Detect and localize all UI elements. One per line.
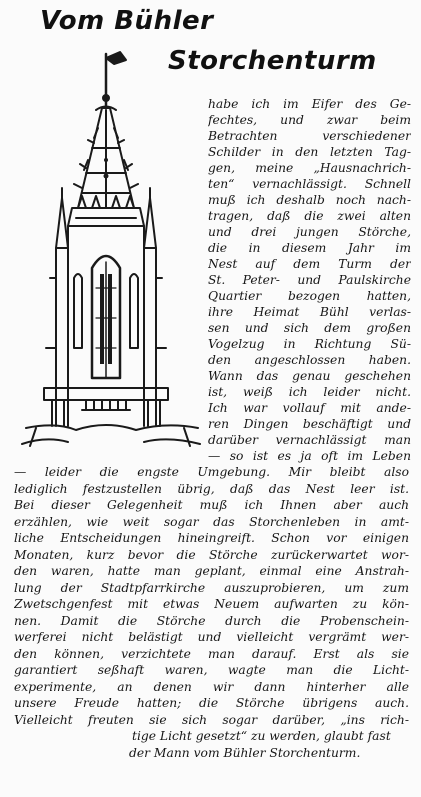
text-line: ist, weiß ich leider nicht. — [208, 385, 411, 399]
text-line: Monaten, kurz bevor die Störche zurückerwartet wor- — [14, 547, 409, 562]
church-tower-illustration — [16, 48, 206, 468]
text-line: Vielleicht freuten sie sich sogar darüber, „ins rich- — [14, 712, 409, 727]
text-line: — so ist es ja oft im Leben — [208, 449, 411, 463]
text-line: den können, verzichtete man darauf. Erst als sie — [14, 646, 409, 661]
text-line: Vogelzug in Richtung Sü- — [208, 337, 411, 351]
text-line: Quartier bezogen hatten, — [208, 289, 411, 303]
text-line: tige Licht gesetzt“ zu werden, glaubt fast — [132, 729, 391, 743]
text-line: Wann das genau geschehen — [208, 369, 411, 383]
text-line: Bei dieser Gelegenheit muß ich Ihnen aber auch — [14, 498, 409, 512]
text-line: ten“ vernachlässigt. Schnell — [208, 177, 411, 191]
text-line: liche Entscheidungen hineingreift. Schon vor einigen — [14, 531, 409, 545]
text-line: lung der Stadtpfarrkirche auszuprobieren, um zum — [14, 580, 409, 595]
text-line: experimente, an denen wir dann hinterher alle — [14, 679, 409, 694]
text-line: St. Peter- und Paulskirche — [208, 273, 411, 287]
text-line: ren Dingen beschäftigt und — [208, 417, 411, 431]
text-line: fechtes, und zwar beim — [208, 113, 411, 127]
text-line: gen, meine „Hausnachrich- — [208, 161, 411, 175]
text-line: tragen, daß die zwei alten — [208, 209, 411, 223]
text-line: Betrachten verschiedener — [208, 129, 411, 143]
text-line: den angeschlossen haben. — [208, 353, 411, 367]
text-line: sen und sich dem großen — [208, 321, 411, 335]
text-line: Zwetschgenfest mit etwas Neuem aufwarten zu kön- — [14, 597, 409, 611]
article-body-text — [14, 464, 409, 761]
text-line: nen. Damit die Störche durch die Probenschein- — [14, 613, 409, 628]
text-line: ihre Heimat Bühl verlas- — [208, 305, 411, 319]
text-line: und drei jungen Störche, — [208, 225, 411, 239]
signature-line: der Mann vom Bühler Storchenturm. — [129, 745, 361, 760]
text-line: den waren, hatte man geplant, einmal eine Anstrah- — [14, 564, 409, 578]
text-line: die in diesem Jahr im — [208, 241, 411, 255]
text-line: Schilder in den letzten Tag- — [208, 145, 411, 159]
headline-line-1: Vom Bühler — [40, 6, 214, 36]
text-line: darüber vernachlässigt man — [208, 433, 411, 447]
text-line: werferei nicht belästigt und vielleicht vergrämt wer- — [14, 630, 409, 644]
text-line: muß ich deshalb noch nach- — [208, 193, 411, 207]
text-line: — leider die engste Umgebung. Mir bleibt also — [14, 465, 409, 479]
article-column-text — [208, 96, 411, 464]
text-line: habe ich im Eifer des Ge- — [208, 97, 411, 111]
headline-line-2: Storchenturm — [168, 46, 377, 76]
text-line: Nest auf dem Turm der — [208, 257, 411, 271]
text-line: erzählen, wie weit sogar das Storchenleben in amt- — [14, 514, 409, 529]
text-line: garantiert seßhaft waren, wagte man die Licht- — [14, 663, 409, 677]
text-line: lediglich festzustellen übrig, daß das Nest leer ist. — [14, 481, 409, 496]
text-line: Ich war vollauf mit ande- — [208, 401, 411, 415]
text-line: unsere Freude hatten; die Störche übrigens auch. — [14, 696, 409, 710]
